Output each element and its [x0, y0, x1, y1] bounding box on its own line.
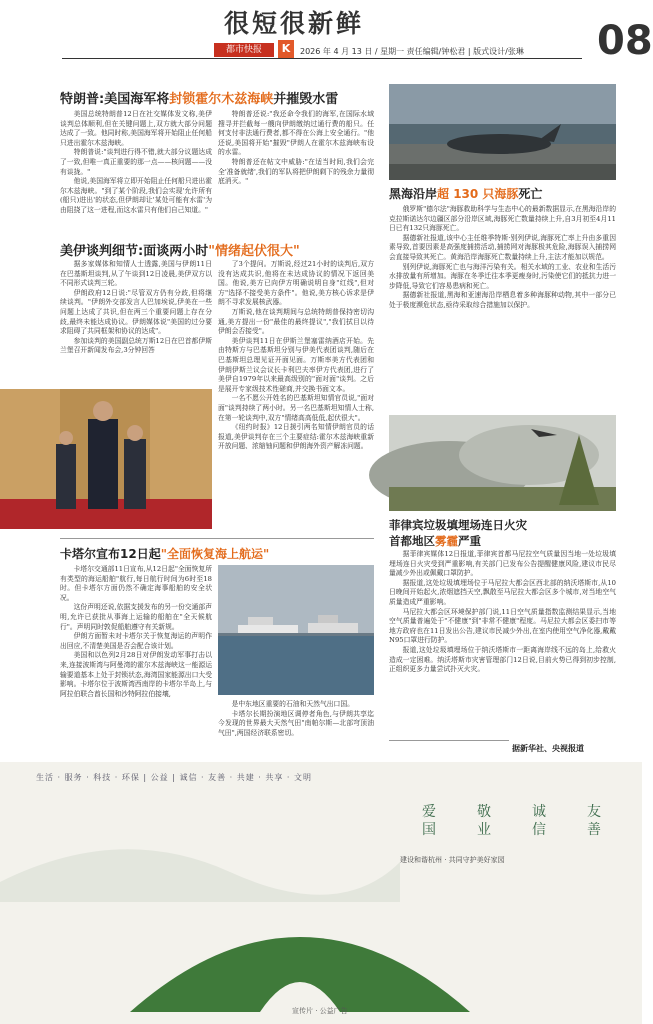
article-1-title[interactable] — [60, 88, 338, 107]
article-5-column-1 — [60, 565, 212, 743]
masthead-rule — [62, 58, 582, 59]
article-1-title-text: 特朗普:美国海军将 — [60, 92, 170, 107]
newspaper-brand: 都市快报 — [214, 43, 274, 57]
paragraph: 《纽约时报》12日援引两名知情伊朗官员的话报道,美伊谈判存在三个主要症结:霍尔木兹海峡重新开放问题、浓缩铀问题和伊朗海外资产解冻问题。 — [218, 423, 374, 451]
article-4-subtitle-text: 首都地区 — [389, 534, 435, 548]
page-number: 08 — [597, 18, 653, 64]
article-5-column-2 — [218, 700, 374, 742]
paragraph: 一名不愿公开姓名的巴基斯坦知情官员说,"面对面"谈判持续了两小时。另一名巴基斯坦知情人士称,在第一轮谈判中,双方"情绪高高低低,起伏很大"。 — [218, 394, 374, 422]
article-5-title-text: 卡塔尔宣布12日起 — [60, 547, 161, 561]
article-4-title[interactable] — [389, 517, 527, 533]
article-2-title-text: 黑海沿岸 — [389, 187, 438, 201]
paragraph: 特朗普还在帖文中威胁:"在适当时间,我们会完全'准备就绪',我们的军队将把伊朗剩下的残余力量彻底消灭。" — [218, 157, 374, 186]
article-5-title-highlight: "全面恢复海上航运" — [160, 547, 270, 561]
paragraph: 马尼拉大都会区环境保护部门说,11日空气质量指数监测结果显示,当地空气质量普遍处于"不健康"到"非常不健康"程度。马尼拉大都会区委扫市等地方政府也在11日发出公告,建议市民减少外出,在室内使用空气净化器,戴戴N95口罩进行防护。 — [389, 607, 616, 645]
article-2-body — [389, 205, 616, 401]
paragraph: 俄罗斯"德尔法"海豚救助科学与生态中心的最新数据显示,在黑海沿岸的克拉斯诺达尔边疆区部分沿岸区域,海豚死亡数量持续上升,自3月初至4月11日已有132只海豚死亡。 — [389, 205, 616, 233]
port-ships-photo — [218, 565, 374, 695]
divider — [389, 740, 509, 741]
article-4-title-text: 菲律宾垃圾填埋场连日火灾 — [389, 518, 527, 532]
paragraph: 这份声明还说,依据支援发布的另一份交通部声明,允许已获批从事海上运输的船舶在"全天候航行"。声明同时敦促船舶遵守有关新规。 — [60, 603, 212, 631]
article-1-column-1 — [60, 110, 212, 230]
paragraph: 别列伊说,海豚死亡也与海洋污染有关。相关水域的工业、农业和生活污水排放量有所增加。海豚在冬季迁往本季更瘦身时,污染使它们的抵抗力进一步降低,导致它们容易患病和死亡。 — [389, 262, 616, 290]
ad-footer: 宣传片 · 公益广告 — [292, 1007, 348, 1015]
article-4-subtitle[interactable] — [389, 533, 481, 549]
ad-landscape-illustration — [0, 762, 642, 1024]
article-3-column-1 — [60, 260, 212, 386]
paragraph: 美国总统特朗普12日在社交媒体发文称,美伊谈判总体顺利,但在关键问题上,双方就大部分问题达成了一致。他同时称,美国海军将开始阻止任何船只进出霍尔木兹海峡。 — [60, 110, 212, 147]
article-1-title-highlight: 封锁霍尔木兹海峡 — [169, 92, 274, 107]
paragraph: 参加谈判的美国副总统万斯12日在巴首都伊斯兰堡召开新闻发布会,3分钟回答 — [60, 336, 212, 355]
paragraph: 伊朗方面暂未对卡塔尔关于恢复海运的声明作出回应,不清楚美国是否会配合该计划。 — [60, 632, 212, 650]
masthead — [0, 0, 653, 64]
paragraph: 据菲律宾媒体12日报道,菲律宾首都马尼拉空气质量因当地一处垃圾填埋场连日火灾受到严重影响,有关部门已发布公告提醒健康风险,建议市民尽量减少外出或佩戴口罩防护。 — [389, 550, 616, 578]
landfill-fire-photo — [389, 415, 616, 511]
ad-value-text: 爱国 — [422, 804, 436, 838]
article-4-body — [389, 550, 616, 736]
article-3-title-highlight: "情绪起伏很大" — [208, 244, 300, 259]
paragraph: 万斯说,他在谈判期间与总统特朗普保持密切沟通,美方提出一份"最佳的最终提议","我们拭目以待伊朗会否接受"。 — [218, 307, 374, 336]
ad-topline: 生活 · 服务 · 科技 · 环保 | 公益 | 诚信 · 友善 · 共建 · 共享 · 文明 — [36, 773, 312, 782]
section-title: 很短很新鲜 — [224, 9, 365, 38]
ad-value-text: 敬业 — [477, 804, 491, 838]
ad-subtitle: 建设和谐杭州 · 共同守护美好家园 — [400, 856, 505, 864]
article-3-title-text: 美伊谈判细节:面谈两小时 — [60, 244, 209, 259]
paragraph: 伊朗政府12日说:"尽管双方仍有分歧,但将继续谈判。"伊朗外交部发言人巴加埃说,伊美在一些问题上达成了共识,但在两三个重要问题上存在分歧,最终未能达成协议。伊朗媒体说"美国的过分要求阻碍了共同框架和协议的达成"。 — [60, 288, 212, 336]
article-2-title-highlight: 超 130 只海豚 — [437, 187, 519, 201]
paragraph: 据多家媒体和知情人士透露,美国与伊朗11日在巴基斯坦谈判,从了午谈到12日凌晨,美伊双方以不同形式谈判三轮。 — [60, 260, 212, 288]
paragraph: 美国和以色列2月28日对伊朗发动军事打击以来,连接波斯湾与阿曼湾的霍尔木兹海峡这一能源运输要道基本上处于封锁状态,海湾国家能源出口大受影响。卡塔尔位于波斯湾西南岸的卡塔尔半岛上,与阿拉伯联合酋长国和沙特阿拉伯接壤, — [60, 651, 212, 698]
paragraph: 特朗普说:"谈判进行得不错,就大部分议题达成了一致,但唯一真正重要的那一点——核问题——没有谈拢。" — [60, 148, 212, 176]
article-2-title-text-end: 死亡 — [518, 187, 543, 201]
paragraph: 卡塔尔交通部11日宣布,从12日起"全面恢复所有类型的海运船舶"航行,每日航行时间为6时至18时。但卡塔尔方面仍然不确定海事船舶的安全状况。 — [60, 565, 212, 602]
paragraph: 据德新社报道,黑海和亚速海沿岸栖息着多种海豚种动物,其中一部分已处于极度濒危状态,亟待采取综合措施加以保护。 — [389, 291, 616, 309]
public-service-ad — [0, 762, 642, 1024]
officials-photo — [0, 389, 212, 529]
divider — [60, 538, 374, 539]
paragraph: 据德新社报道,该中心主任维季特斯·别列伊说,海豚死亡率上升由多重因素导致,首要因素是高强度捕捞活动,捕捞网对海豚极其危险,海豚误入捕捞网会直接导致其死亡。黄海沿岸海豚死亡数量持续上升,主法才能加以规范。 — [389, 233, 616, 261]
paragraph: 他说,美国海军将立即开始阻止任何船只进出霍尔木兹海峡。"到了某个阶段,我们会实现'允许所有(船只)进出'的状态,但伊朗却让'某处可能有水雷'为由阻挠了这一进程,而这水雷只有他们自己知道。" — [60, 177, 212, 214]
paragraph: 卡塔尔长期扮演地区调停者角色,与伊朗共享迄今发现的世界最大天然气田"南帕尔斯—北部穹顶油气田",两国经济联系密切。 — [218, 709, 374, 737]
article-3-column-2 — [218, 260, 374, 538]
paragraph: 美伊谈判11日在伊斯兰堡塞雷纳酒店开始。先由特斯方与巴基斯坦分别与伊美代表团谈判,随后在巴基斯坦总理见证开面见面。万斯率美方代表团和伊朗伊斯兰议会议长卡利巴夫率伊方代表团,进行了美伊自1979年以来最高级别的"面对面"谈判。之后是展开专家级技术性磋商,并交换书面文本。 — [218, 336, 374, 393]
article-5-title[interactable] — [60, 545, 269, 562]
article-4-subtitle-highlight: 雾霾 — [435, 534, 458, 548]
article-1-title-text-end: 并摧毁水雷 — [273, 92, 339, 107]
ad-value-text: 诚信 — [532, 804, 546, 838]
paragraph: 报道,这处垃圾填埋场位于纳沃塔斯市一距离海岸线不远的岛上,给救火造成一定困难。纳沃塔斯市灾害管理部门12日说,目前火势已得到初步控制,正组织更多力量尝试扑灭火灾。 — [389, 645, 616, 674]
paragraph: 特朗普还说:"我还命令我们的海军,在国际水域搜寻并拦截每一艘向伊朗缴纳过通行费的船只。任何支付非法通行费者,都不得在公海上安全通行。"他还说,美国将开始"摧毁"伊朗人在霍尔木兹海峡布设的水雷。 — [218, 110, 374, 157]
article-2-title[interactable] — [389, 185, 542, 202]
dolphin-beach-photo — [389, 84, 616, 180]
paragraph: 据报道,这处垃圾填埋场位于马尼拉大都会区西北部的纳沃塔斯市,从10日晚间开始起火,浓烟遮挡天空,飘散至马尼拉大都会区多个城市,对当地空气质量造成严重影响。 — [389, 578, 616, 606]
article-1-column-2 — [218, 110, 374, 230]
article-4-subtitle-text-end: 严重 — [458, 534, 481, 548]
paragraph: 是中东地区重要的石油和天然气出口国。 — [231, 700, 354, 708]
article-3-title[interactable] — [60, 240, 300, 259]
paragraph: 了3个提问。万斯说,经过21小时的谈判后,双方没有达成共识,他将在未达成协议的情况下返回美国。他说,美方已向伊方明确说明自身"红线",但对方"选择不接受美方条件"。他说,美方核心诉求是伊朗不寻求发展核武器。 — [218, 260, 374, 307]
issue-meta: 2026 年 4 月 13 日 / 星期一 责任编辑/钟松君 | 版式设计/张琳 — [300, 47, 524, 56]
brand-logo-icon: K — [278, 40, 294, 58]
ad-value-text: 友善 — [587, 804, 601, 838]
news-source: 据新华社、央视报道 — [512, 744, 584, 753]
